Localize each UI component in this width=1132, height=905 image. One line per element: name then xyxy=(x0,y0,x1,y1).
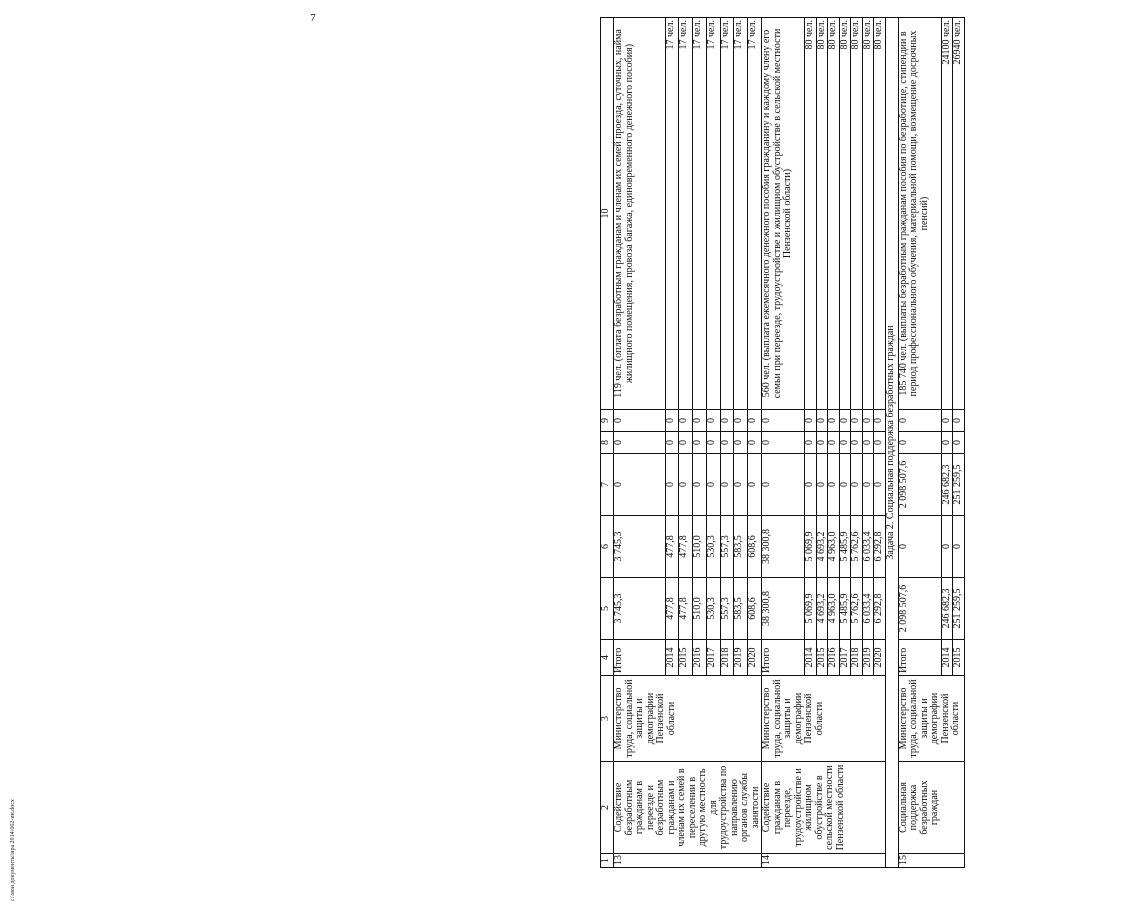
row-number-cell: 14 xyxy=(762,854,886,868)
value-cell: 4 963,0 xyxy=(828,578,840,640)
year-cell: 2014 xyxy=(665,640,679,676)
row-number-cell: 13 xyxy=(614,854,762,868)
result-cell: 80 чел. xyxy=(816,18,828,410)
year-cell: 2019 xyxy=(734,640,748,676)
value-cell: 0 xyxy=(862,410,874,432)
result-cell: 560 чел. (выплата ежемесячного денежного пособия гражданину и каждому члену его семьи при переезде, трудоустройстве и жилищном обустройстве в сельской местности Пензенской области) xyxy=(762,18,805,410)
value-cell: 0 xyxy=(734,432,748,454)
value-cell: 0 xyxy=(941,410,953,432)
year-cell: 2020 xyxy=(874,640,886,676)
year-cell: 2018 xyxy=(851,640,863,676)
value-cell: 0 xyxy=(839,454,851,516)
value-cell: 530,3 xyxy=(706,516,720,578)
value-cell: 0 xyxy=(706,410,720,432)
value-cell: 6 292,8 xyxy=(874,578,886,640)
value-cell: 38 300,8 xyxy=(762,578,805,640)
value-cell: 0 xyxy=(851,410,863,432)
header-cell: 3 xyxy=(601,676,614,762)
header-cell: 7 xyxy=(601,454,614,516)
table-row xyxy=(762,18,805,868)
year-cell: 2018 xyxy=(720,640,734,676)
value-cell: 0 xyxy=(953,516,965,578)
value-cell: 0 xyxy=(665,454,679,516)
year-cell: 2016 xyxy=(693,640,707,676)
value-cell: 4 693,2 xyxy=(816,578,828,640)
value-cell: 0 xyxy=(679,410,693,432)
header-row xyxy=(601,18,614,868)
value-cell: 0 xyxy=(941,516,953,578)
value-cell: 6 033,4 xyxy=(862,578,874,640)
task-row xyxy=(885,18,898,868)
footer-path: c:\мои документы\ира 2014\662-ин.docx xyxy=(10,799,16,901)
result-cell: 26940 чел. xyxy=(953,18,965,410)
value-cell: 0 xyxy=(953,410,965,432)
result-cell: 17 чел. xyxy=(720,18,734,410)
value-cell: 0 xyxy=(851,454,863,516)
result-cell: 80 чел. xyxy=(839,18,851,410)
header-cell: 8 xyxy=(601,432,614,454)
value-cell: 0 xyxy=(693,454,707,516)
result-cell: 24100 чел. xyxy=(941,18,953,410)
value-cell: 510,0 xyxy=(693,578,707,640)
value-cell: 0 xyxy=(874,454,886,516)
value-cell: 0 xyxy=(693,410,707,432)
value-cell: 4 693,2 xyxy=(816,516,828,578)
year-cell: 2015 xyxy=(953,640,965,676)
result-cell: 80 чел. xyxy=(874,18,886,410)
value-cell: 557,3 xyxy=(720,578,734,640)
result-cell: 185 740 чел. (выплаты безработным гражданам пособия по безработице, стипендии в период профессионального обучения, материальной помощи, возмещение досрочных пенсий) xyxy=(898,18,941,410)
table-row xyxy=(614,18,666,868)
value-cell: 2 098 507,6 xyxy=(898,578,941,640)
value-cell: 557,3 xyxy=(720,516,734,578)
result-cell: 80 чел. xyxy=(828,18,840,410)
value-cell: 0 xyxy=(839,410,851,432)
value-cell: 246 682,3 xyxy=(941,454,953,516)
value-cell: 0 xyxy=(614,410,666,432)
total-label-cell: Итого xyxy=(614,640,666,676)
value-cell: 0 xyxy=(839,432,851,454)
header-cell: 1 xyxy=(601,854,614,868)
value-cell: 608,6 xyxy=(748,516,762,578)
value-cell: 477,8 xyxy=(679,516,693,578)
value-cell: 477,8 xyxy=(679,578,693,640)
total-label-cell: Итого xyxy=(762,640,805,676)
value-cell: 0 xyxy=(706,454,720,516)
value-cell: 0 xyxy=(762,432,805,454)
executor-cell: Министерство труда, социальной защиты и демографии Пензенской области xyxy=(614,676,762,762)
value-cell: 5 069,9 xyxy=(805,516,817,578)
value-cell: 0 xyxy=(734,454,748,516)
value-cell: 0 xyxy=(816,410,828,432)
result-cell: 17 чел. xyxy=(706,18,720,410)
value-cell: 510,0 xyxy=(693,516,707,578)
value-cell: 608,6 xyxy=(748,578,762,640)
year-cell: 2017 xyxy=(706,640,720,676)
measure-cell: Содействие безработным гражданам в переезде и безработным гражданам и членам их семей в переселении в другую местность для трудоустройства по направлению органов службы занятости xyxy=(614,762,762,854)
year-cell: 2020 xyxy=(748,640,762,676)
value-cell: 6 292,8 xyxy=(874,516,886,578)
page-number: 7 xyxy=(310,12,316,24)
value-cell: 530,3 xyxy=(706,578,720,640)
value-cell: 5 485,9 xyxy=(839,516,851,578)
budget-table xyxy=(600,17,965,868)
value-cell: 0 xyxy=(828,454,840,516)
year-cell: 2015 xyxy=(679,640,693,676)
value-cell: 0 xyxy=(614,454,666,516)
value-cell: 0 xyxy=(614,432,666,454)
header-cell: 2 xyxy=(601,762,614,854)
value-cell: 0 xyxy=(898,516,941,578)
value-cell: 0 xyxy=(679,432,693,454)
result-cell: 80 чел. xyxy=(805,18,817,410)
value-cell: 0 xyxy=(693,432,707,454)
value-cell: 0 xyxy=(953,432,965,454)
value-cell: 38 300,8 xyxy=(762,516,805,578)
value-cell: 0 xyxy=(898,432,941,454)
value-cell: 5 762,6 xyxy=(851,578,863,640)
value-cell: 0 xyxy=(720,454,734,516)
result-cell: 17 чел. xyxy=(748,18,762,410)
table-row xyxy=(898,18,941,868)
header-cell: 9 xyxy=(601,410,614,432)
rotated-table-container xyxy=(600,18,1132,868)
task-title-cell: Задача 2. Социальная поддержка безработных граждан xyxy=(885,18,898,868)
value-cell: 5 762,6 xyxy=(851,516,863,578)
result-cell: 17 чел. xyxy=(693,18,707,410)
year-cell: 2017 xyxy=(839,640,851,676)
total-label-cell: Итого xyxy=(898,640,941,676)
value-cell: 0 xyxy=(851,432,863,454)
year-cell: 2016 xyxy=(828,640,840,676)
value-cell: 0 xyxy=(941,432,953,454)
value-cell: 5 485,9 xyxy=(839,578,851,640)
value-cell: 251 259,5 xyxy=(953,454,965,516)
result-cell: 119 чел. (оплата безработным гражданам и членам их семей проезда, суточных, найма жилищного помещения, провоза багажа, единовременного денежного пособия) xyxy=(614,18,666,410)
value-cell: 0 xyxy=(874,432,886,454)
result-cell: 17 чел. xyxy=(665,18,679,410)
result-cell: 17 чел. xyxy=(734,18,748,410)
value-cell: 4 963,0 xyxy=(828,516,840,578)
value-cell: 6 033,4 xyxy=(862,516,874,578)
value-cell: 0 xyxy=(828,432,840,454)
value-cell: 246 682,3 xyxy=(941,578,953,640)
value-cell: 0 xyxy=(762,454,805,516)
value-cell: 0 xyxy=(874,410,886,432)
year-cell: 2014 xyxy=(941,640,953,676)
value-cell: 0 xyxy=(862,454,874,516)
header-cell: 10 xyxy=(601,18,614,410)
value-cell: 0 xyxy=(706,432,720,454)
value-cell: 583,5 xyxy=(734,516,748,578)
value-cell: 2 098 507,6 xyxy=(898,454,941,516)
measure-cell: Содействие гражданам в переезде, трудоустройстве и жилищном обустройстве в сельской местности Пензенской области xyxy=(762,762,886,854)
value-cell: 0 xyxy=(734,410,748,432)
value-cell: 0 xyxy=(748,410,762,432)
value-cell: 0 xyxy=(805,432,817,454)
value-cell: 0 xyxy=(898,410,941,432)
value-cell: 0 xyxy=(665,432,679,454)
value-cell: 5 069,9 xyxy=(805,578,817,640)
value-cell: 0 xyxy=(720,432,734,454)
value-cell: 477,8 xyxy=(665,578,679,640)
year-cell: 2019 xyxy=(862,640,874,676)
value-cell: 0 xyxy=(816,432,828,454)
measure-cell: Социальная поддержка безработных граждан xyxy=(898,762,964,854)
value-cell: 0 xyxy=(805,454,817,516)
value-cell: 3 745,3 xyxy=(614,516,666,578)
result-cell: 80 чел. xyxy=(851,18,863,410)
header-cell: 5 xyxy=(601,578,614,640)
value-cell: 0 xyxy=(762,410,805,432)
value-cell: 0 xyxy=(805,410,817,432)
value-cell: 0 xyxy=(828,410,840,432)
executor-cell: Министерство труда, социальной защиты и демографии Пензенской области xyxy=(898,676,964,762)
value-cell: 0 xyxy=(748,454,762,516)
value-cell: 0 xyxy=(720,410,734,432)
value-cell: 583,5 xyxy=(734,578,748,640)
row-number-cell: 15 xyxy=(898,854,964,868)
value-cell: 0 xyxy=(665,410,679,432)
header-cell: 4 xyxy=(601,640,614,676)
value-cell: 477,8 xyxy=(665,516,679,578)
result-cell: 80 чел. xyxy=(862,18,874,410)
value-cell: 0 xyxy=(679,454,693,516)
executor-cell: Министерство труда, социальной защиты и демографии Пензенской области xyxy=(762,676,886,762)
header-cell: 6 xyxy=(601,516,614,578)
value-cell: 3 745,3 xyxy=(614,578,666,640)
value-cell: 0 xyxy=(862,432,874,454)
value-cell: 251 259,5 xyxy=(953,578,965,640)
result-cell: 17 чел. xyxy=(679,18,693,410)
year-cell: 2014 xyxy=(805,640,817,676)
value-cell: 0 xyxy=(816,454,828,516)
value-cell: 0 xyxy=(748,432,762,454)
year-cell: 2015 xyxy=(816,640,828,676)
